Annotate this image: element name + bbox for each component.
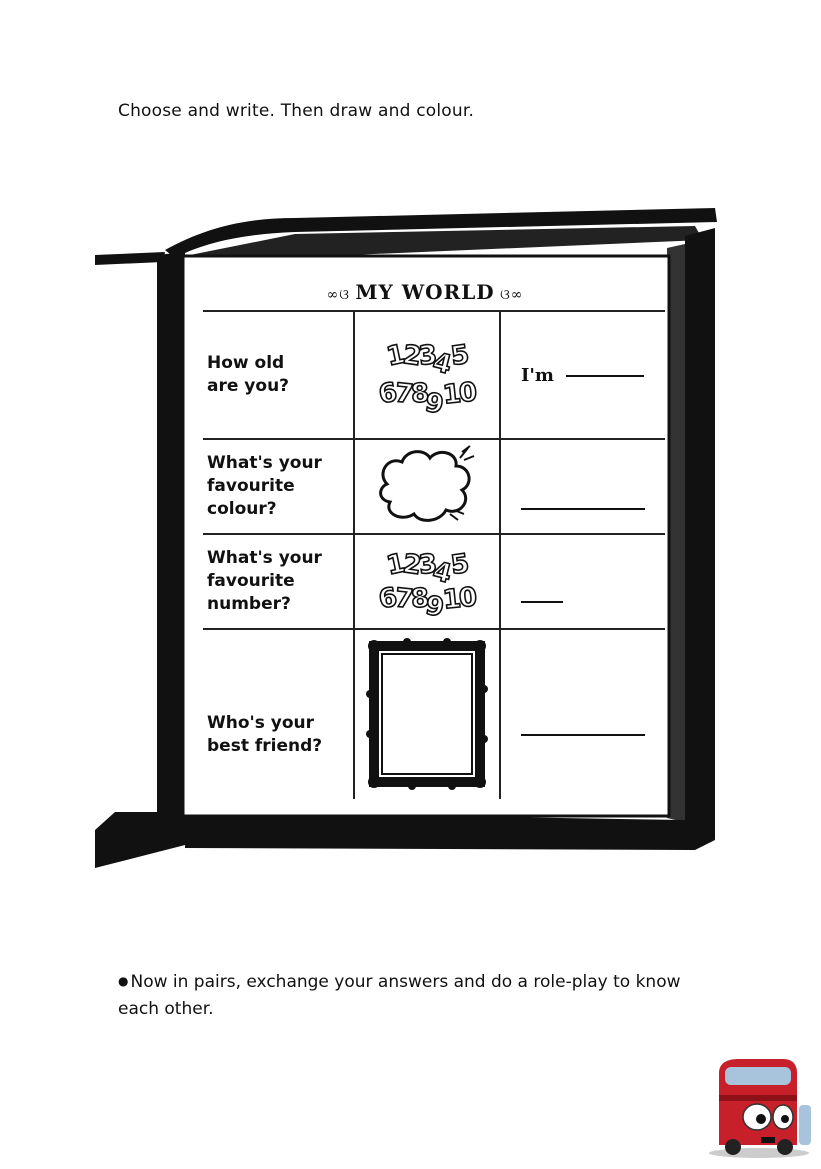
answer-blank[interactable]: [521, 601, 563, 603]
table-row: [203, 439, 665, 534]
worksheet-page: [185, 258, 665, 818]
swirl-right-icon: ଓ∞: [494, 287, 524, 303]
numbers-illustration: 12345 678910: [354, 311, 500, 439]
answer-blank[interactable]: [521, 508, 645, 510]
bullet-icon: ●: [118, 974, 129, 988]
table-row: [203, 311, 665, 439]
answer-colour: [500, 439, 665, 534]
answer-blank[interactable]: [566, 375, 644, 377]
instruction-text: Choose and write. Then draw and colour.: [118, 101, 475, 121]
answer-number: [500, 534, 665, 629]
worksheet-table: [203, 310, 665, 799]
answer-blank[interactable]: [521, 734, 645, 736]
bus-icon: [705, 1055, 813, 1159]
table-row: [203, 534, 665, 629]
bottom-note: ● Now in pairs, exchange your answers and do a role-play to know each other.: [118, 972, 681, 1019]
picture-frame-illustration: [354, 629, 500, 799]
question-colour: What's your favourite colour?: [203, 439, 354, 534]
worksheet-title: ∞ଓ MY WORLD ଓ∞: [326, 280, 524, 304]
book-illustration: [95, 200, 720, 878]
cloud-splat-illustration: [354, 439, 500, 534]
numbers-illustration: 12345 678910: [354, 534, 500, 629]
swirl-left-icon: ∞ଓ: [326, 287, 356, 303]
answer-friend: [500, 629, 665, 799]
answer-age: I'm: [500, 311, 665, 439]
question-friend: Who's your best friend?: [203, 629, 354, 799]
question-age: How old are you?: [203, 311, 354, 439]
question-number: What's your favourite number?: [203, 534, 354, 629]
table-row: [203, 629, 665, 799]
